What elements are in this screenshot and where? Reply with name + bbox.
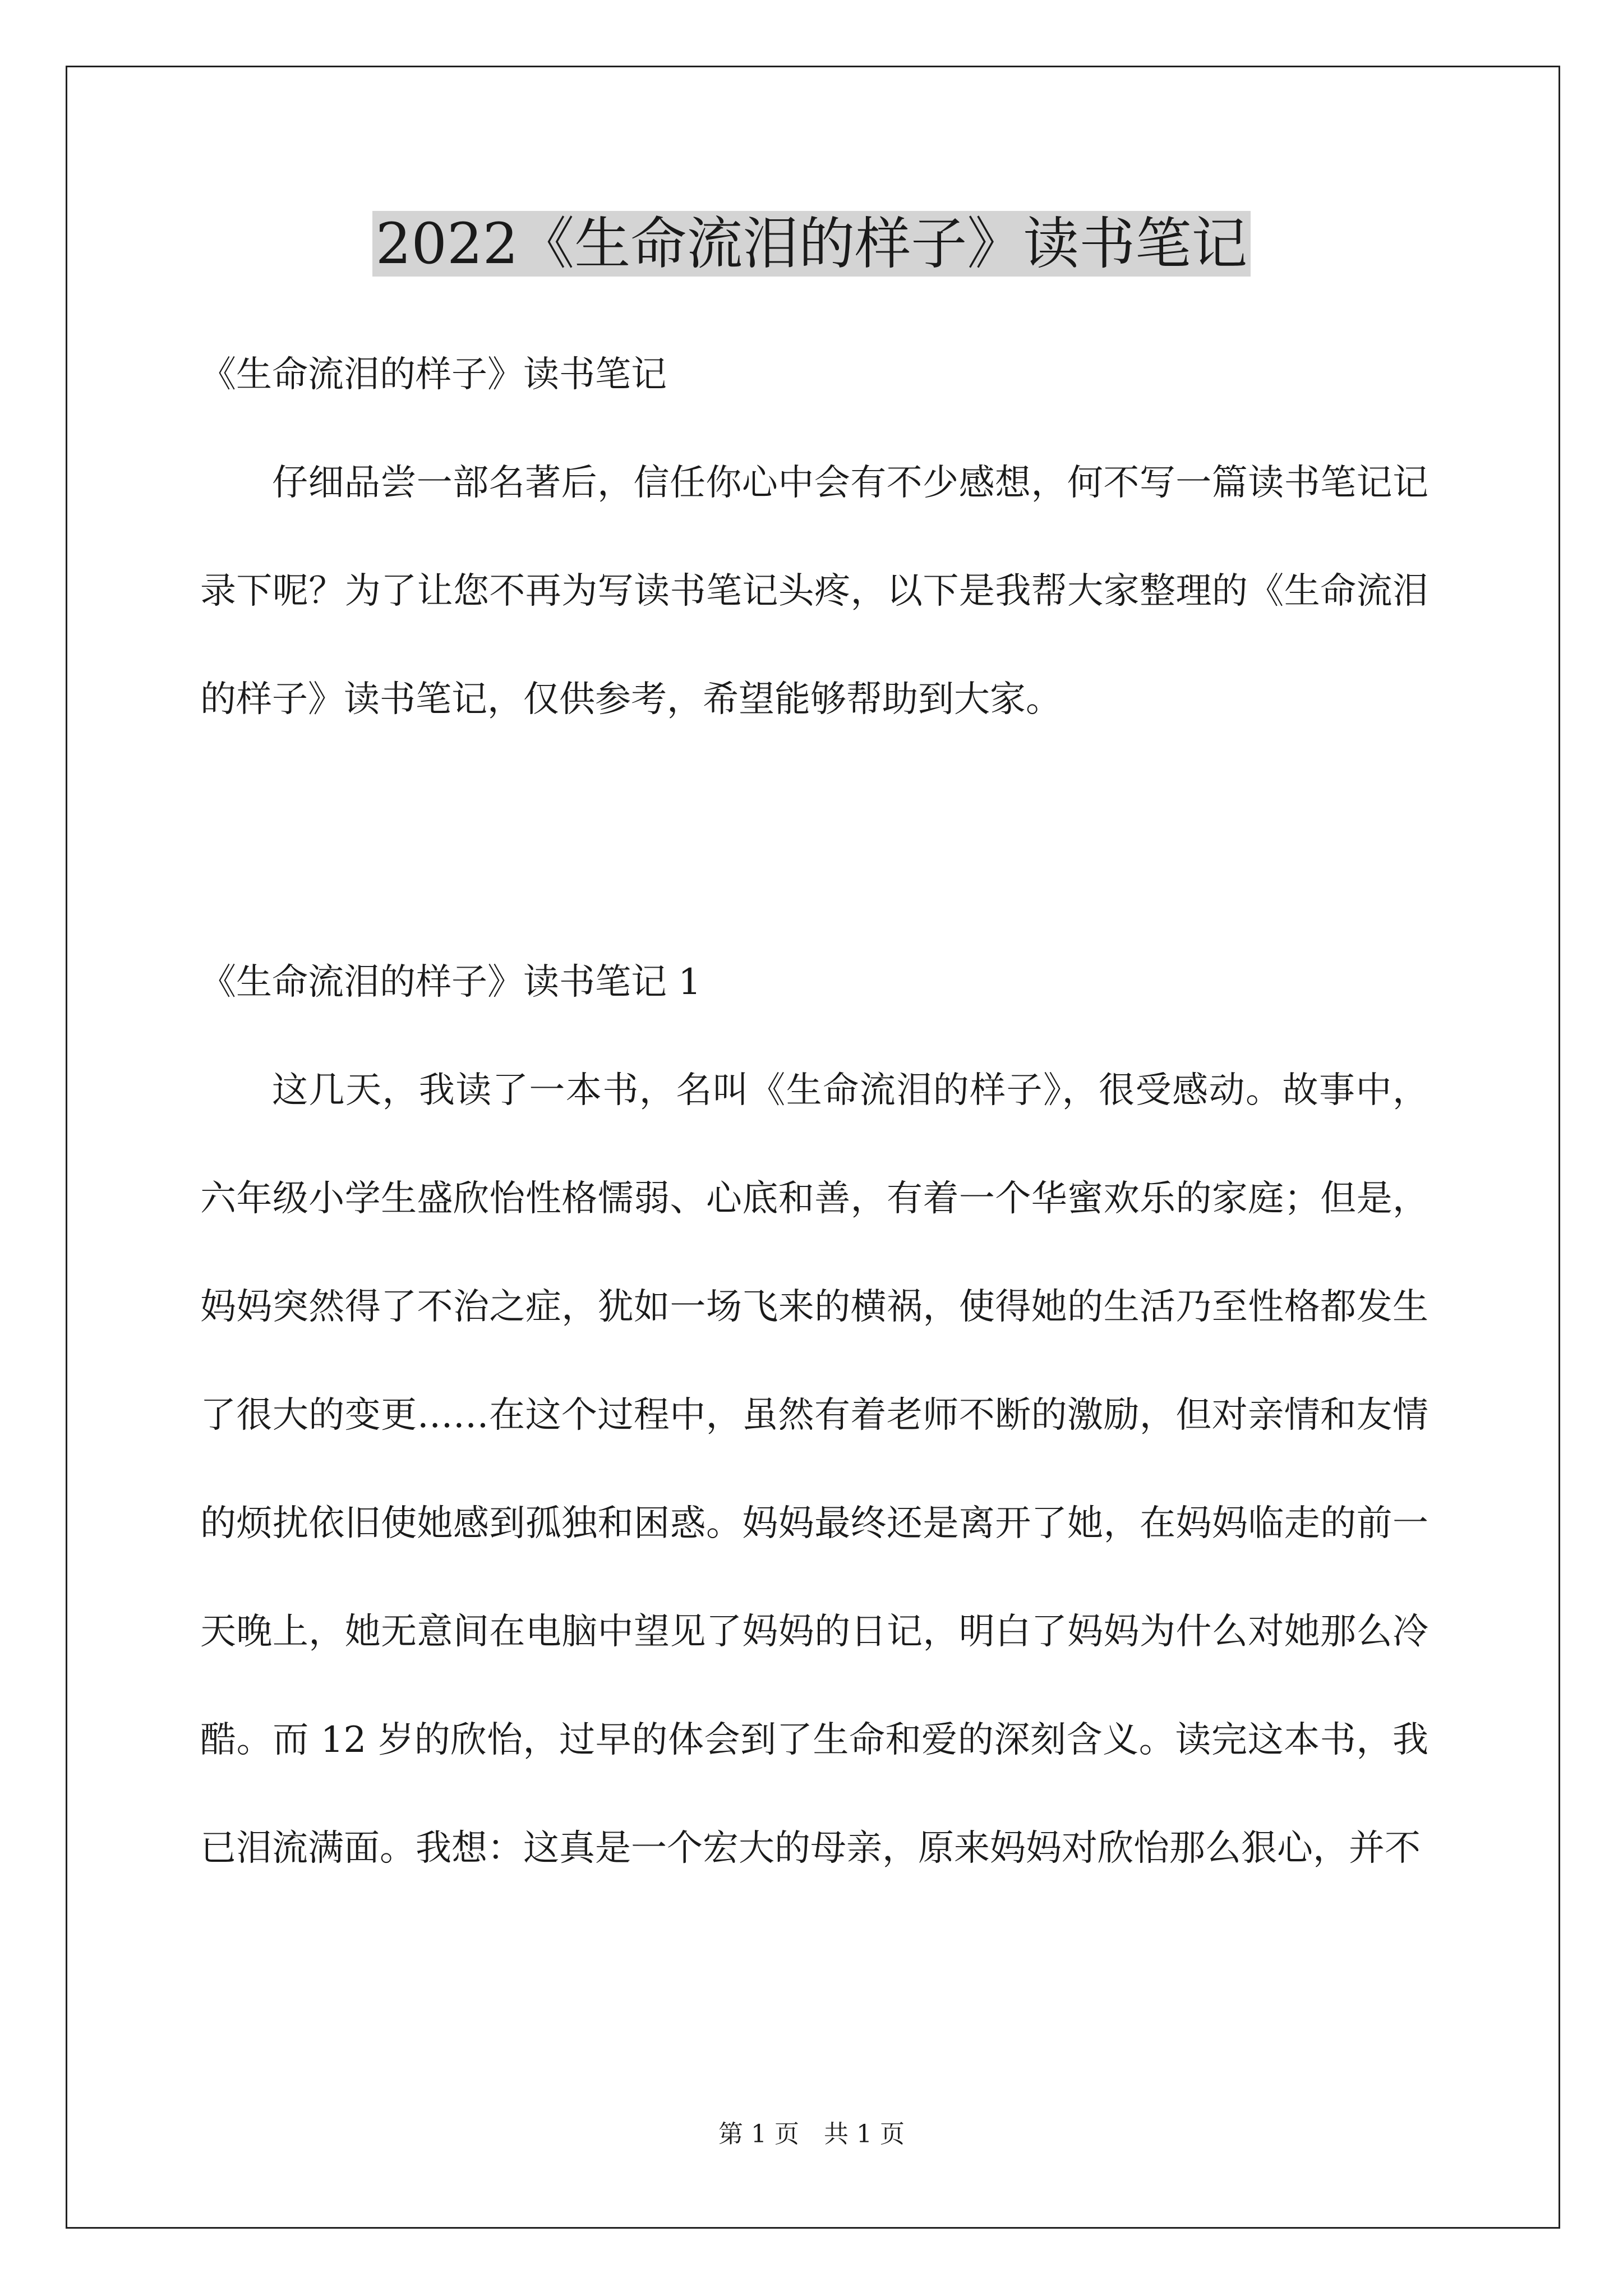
document-title-text: 2022《生命流泪的样子》读书笔记 [372, 211, 1251, 277]
section1-heading: 《生命流泪的样子》读书笔记 1 [200, 961, 702, 1003]
section-1 [200, 928, 1428, 1903]
intro-heading: 《生命流泪的样子》读书笔记 [200, 354, 667, 395]
intro-paragraph: 仔细品尝一部名著后，信任你心中会有不少感想，何不写一篇读书笔记记录下呢？为了让您不再为写读书笔记头疼，以下是我帮大家整理的《生命流泪的样子》读书笔记，仅供参考，希望能够帮助到大家。 [200, 462, 1428, 720]
intro-section [200, 321, 1428, 754]
page-footer: 第 1 页 共 1 页 [718, 2120, 905, 2148]
document-title [0, 199, 1623, 289]
section1-paragraph: 这几天，我读了一本书，名叫《生命流泪的样子》，很受感动。故事中，六年级小学生盛欣怡性格懦弱、心底和善，有着一个华蜜欢乐的家庭；但是，妈妈突然得了不治之症，犹如一场飞来的横祸，使得她的生活乃至性格都发生了很大的变更……在这个过程中，虽然有着老师不断的激励，但对亲情和友情的烦扰依旧使她感到孤独和困惑。妈妈最终还是离开了她，在妈妈临走的前一天晚上，她无意间在电脑中望见了妈妈的日记，明白了妈妈为什么对她那么冷酷。而 12 岁的欣怡，过早的体会到了生命和爱的深刻含义。读完这本书，我已泪流满面。我想：这真是一个宏大的母亲，原来妈妈对欣怡那么狠心，并不 [200, 1070, 1428, 1869]
